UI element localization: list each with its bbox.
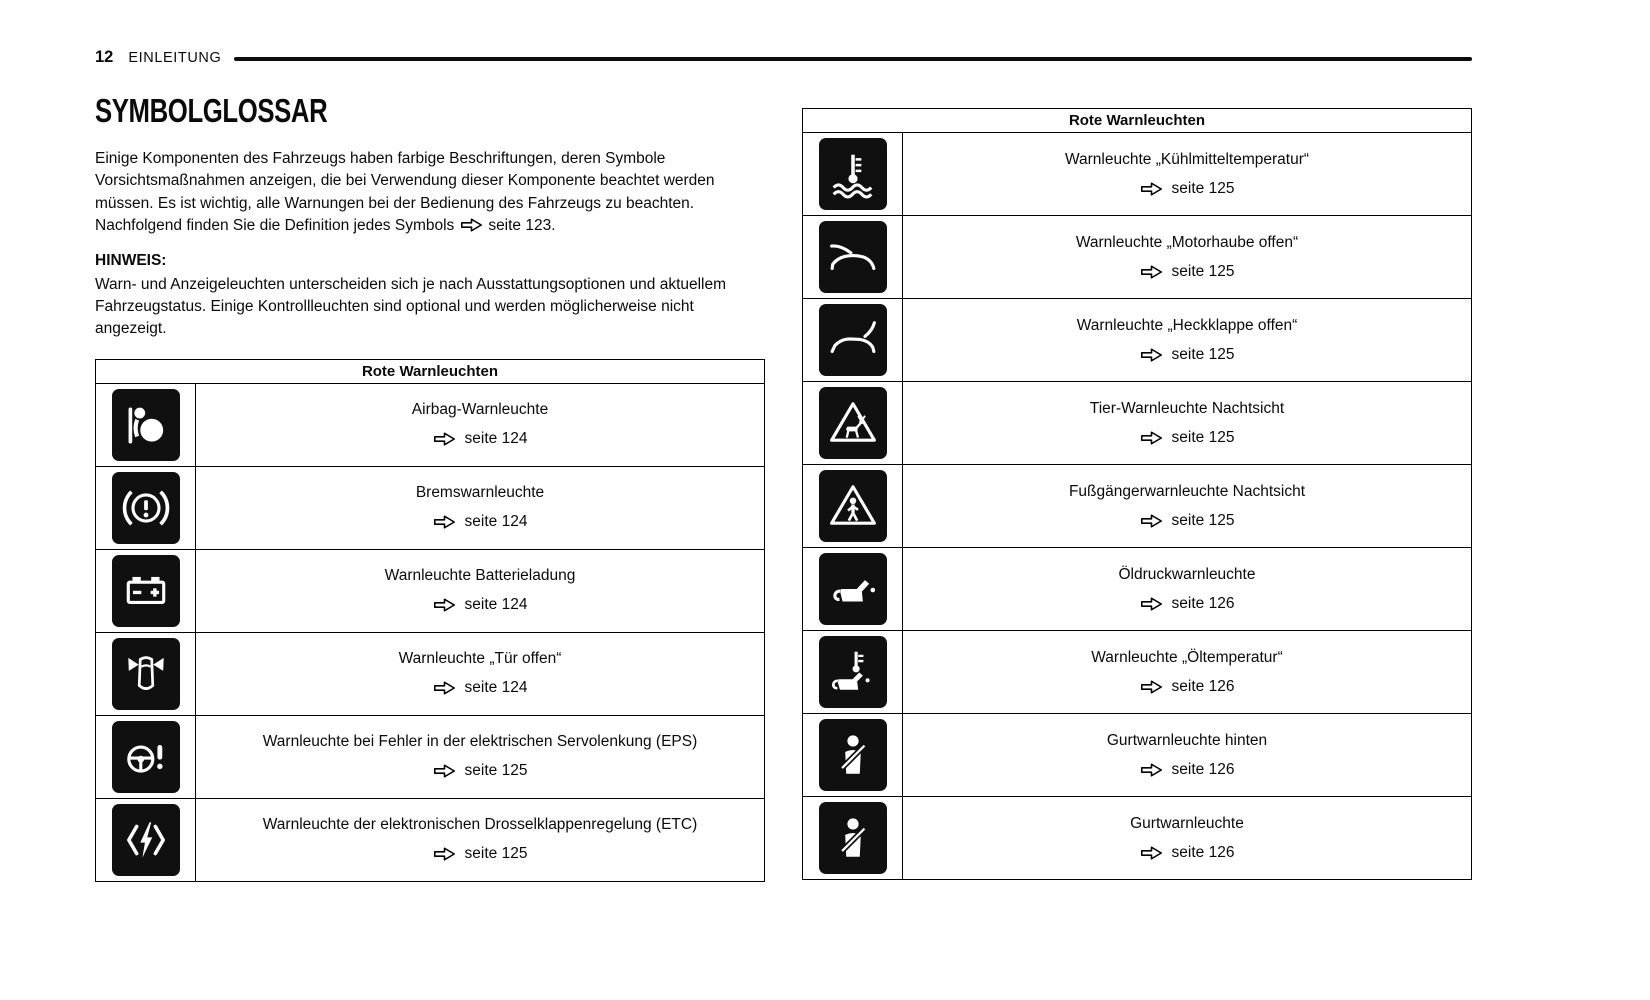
- table-title: Rote Warnleuchten: [361, 362, 499, 380]
- warning-light-label: Warnleuchte „Tür offen“: [398, 650, 562, 668]
- table-row: [803, 381, 1471, 464]
- table-row: [803, 713, 1471, 796]
- page-reference: [1140, 512, 1235, 530]
- electronic-throttle-warning-icon: [112, 804, 180, 876]
- warning-light-label: Warnleuchte „Heckklappe offen“: [1076, 316, 1298, 334]
- table-row: [96, 466, 764, 549]
- reference-page-text: seite 125: [464, 762, 528, 780]
- warning-light-label: Warnleuchte „Kühlmitteltemperatur“: [1064, 150, 1310, 168]
- reference-page-text: seite 125: [1171, 179, 1235, 197]
- brake-warning-icon: [112, 472, 180, 544]
- reference-arrow-icon: [433, 846, 456, 862]
- icon-cell: [803, 465, 903, 547]
- reference-arrow-icon: [1140, 679, 1163, 695]
- description-cell: [196, 633, 764, 715]
- seatbelt-warning-icon: [819, 802, 887, 874]
- reference-arrow-icon: [433, 597, 456, 613]
- section-title: EINLEITUNG: [128, 49, 222, 66]
- power-steering-warning-icon: [112, 721, 180, 793]
- icon-cell: [803, 714, 903, 796]
- icon-cell: [803, 299, 903, 381]
- intro-text: Einige Komponenten des Fahrzeugs haben farbige Beschriftungen, deren Symbole Vorsichtsmaßnahmen anzeigen, die bei Verwendung dieser Komponente beachtet werden müssen. Es ist wichtig, alle Warnungen bei der Bedienung des Fahrzeugs zu beachten. Nachfolgend finden Sie die Definition jedes Symbols: [95, 150, 715, 235]
- warning-light-label: Warnleuchte „Öltemperatur“: [1091, 648, 1283, 666]
- table-row: [803, 547, 1471, 630]
- warning-light-label: Airbag-Warnleuchte: [411, 401, 549, 419]
- page-title: SYMBOLGLOSSAR: [95, 92, 328, 129]
- intro-page-reference: seite 123.: [488, 217, 556, 235]
- warning-light-label: Warnleuchte „Motorhaube offen“: [1075, 233, 1299, 251]
- warning-light-label: Warnleuchte Batterieladung: [384, 567, 576, 585]
- page-reference: [433, 845, 528, 863]
- description-cell: [903, 133, 1471, 215]
- page-reference: [1140, 761, 1235, 779]
- page-reference: [1140, 678, 1235, 696]
- warning-light-label: Öldruckwarnleuchte: [1118, 565, 1256, 583]
- page-reference: [1140, 263, 1235, 281]
- page-reference: [433, 513, 528, 531]
- red-warning-lights-table-right: [802, 108, 1472, 880]
- page-reference: [1140, 429, 1235, 447]
- description-cell: [903, 299, 1471, 381]
- icon-cell: [96, 384, 196, 466]
- reference-page-text: seite 125: [464, 845, 528, 863]
- icon-cell: [96, 550, 196, 632]
- tailgate-open-warning-icon: [819, 304, 887, 376]
- reference-arrow-icon: [433, 514, 456, 530]
- reference-arrow-icon: [1140, 762, 1163, 778]
- table-row: [96, 798, 764, 881]
- page-reference: [433, 762, 528, 780]
- door-open-warning-icon: [112, 638, 180, 710]
- reference-page-text: seite 126: [1171, 594, 1235, 612]
- warning-light-label: Warnleuchte der elektronischen Drosselklappenregelung (ETC): [262, 816, 698, 834]
- table-row: [803, 464, 1471, 547]
- reference-page-text: seite 126: [1171, 760, 1235, 778]
- description-cell: [903, 797, 1471, 879]
- page-reference: [1140, 180, 1235, 198]
- warning-light-label: Gurtwarnleuchte hinten: [1106, 731, 1268, 749]
- description-cell: [903, 548, 1471, 630]
- pedestrian-night-vision-warning-icon: [819, 470, 887, 542]
- description-cell: [196, 716, 764, 798]
- description-cell: [903, 631, 1471, 713]
- reference-arrow-icon: [1140, 264, 1163, 280]
- reference-page-text: seite 124: [464, 430, 528, 448]
- reference-arrow-icon: [460, 217, 483, 233]
- table-row: [803, 630, 1471, 713]
- coolant-temperature-warning-icon: [819, 138, 887, 210]
- table-row: [96, 383, 764, 466]
- description-cell: [196, 799, 764, 881]
- page-header: [95, 48, 1472, 67]
- oil-temperature-warning-icon: [819, 636, 887, 708]
- table-row: [803, 298, 1471, 381]
- page-reference: [1140, 844, 1235, 862]
- reference-page-text: seite 126: [1171, 677, 1235, 695]
- reference-page-text: seite 126: [1171, 843, 1235, 861]
- reference-page-text: seite 125: [1171, 511, 1235, 529]
- table-title: Rote Warnleuchten: [1068, 112, 1206, 129]
- reference-arrow-icon: [1140, 596, 1163, 612]
- warning-light-label: Bremswarnleuchte: [415, 484, 545, 502]
- reference-page-text: seite 124: [464, 679, 528, 697]
- battery-charge-warning-icon: [112, 555, 180, 627]
- reference-arrow-icon: [1140, 845, 1163, 861]
- table-row: [803, 796, 1471, 879]
- warning-light-label: Gurtwarnleuchte: [1130, 814, 1244, 832]
- table-row: [96, 549, 764, 632]
- icon-cell: [803, 631, 903, 713]
- table-row: [96, 715, 764, 798]
- page-reference: [433, 679, 528, 697]
- description-cell: [903, 382, 1471, 464]
- reference-page-text: seite 125: [1171, 345, 1235, 363]
- hood-open-warning-icon: [819, 221, 887, 293]
- reference-page-text: seite 125: [1171, 262, 1235, 280]
- table-row: [803, 215, 1471, 298]
- warning-light-label: Fußgängerwarnleuchte Nachtsicht: [1068, 482, 1306, 500]
- icon-cell: [96, 799, 196, 881]
- icon-cell: [96, 716, 196, 798]
- reference-arrow-icon: [1140, 513, 1163, 529]
- icon-cell: [803, 382, 903, 464]
- red-warning-lights-table-left: [95, 359, 765, 882]
- reference-arrow-icon: [433, 680, 456, 696]
- reference-arrow-icon: [433, 431, 456, 447]
- intro-paragraph: [95, 148, 765, 238]
- warning-light-label: Tier-Warnleuchte Nachtsicht: [1089, 399, 1285, 417]
- description-cell: [196, 550, 764, 632]
- warning-light-label: Warnleuchte bei Fehler in der elektrischen Servolenkung (EPS): [262, 733, 698, 751]
- airbag-warning-icon: [112, 389, 180, 461]
- icon-cell: [803, 133, 903, 215]
- table-row: [96, 632, 764, 715]
- page-reference: [433, 430, 528, 448]
- right-column: [802, 108, 1472, 880]
- icon-cell: [803, 797, 903, 879]
- description-cell: [903, 465, 1471, 547]
- seatbelt-rear-warning-icon: [819, 719, 887, 791]
- reference-page-text: seite 125: [1171, 428, 1235, 446]
- page-reference: [433, 596, 528, 614]
- description-cell: [903, 216, 1471, 298]
- reference-arrow-icon: [1140, 181, 1163, 197]
- reference-arrow-icon: [1140, 347, 1163, 363]
- animal-night-vision-warning-icon: [819, 387, 887, 459]
- header-rule: [234, 57, 1472, 61]
- left-column: [95, 92, 765, 882]
- reference-arrow-icon: [1140, 430, 1163, 446]
- description-cell: [903, 714, 1471, 796]
- note-label: HINWEIS:: [95, 251, 167, 269]
- note-text: Warn- und Anzeigeleuchten unterscheiden sich je nach Ausstattungsoptionen und aktuellem Fahrzeugstatus. Einige Kontrollleuchten sind optional und werden möglicherweise nicht angezeigt.: [95, 275, 727, 338]
- reference-arrow-icon: [433, 763, 456, 779]
- icon-cell: [96, 633, 196, 715]
- icon-cell: [803, 216, 903, 298]
- reference-page-text: seite 124: [464, 513, 528, 531]
- description-cell: [196, 384, 764, 466]
- table-row: [803, 132, 1471, 215]
- oil-pressure-warning-icon: [819, 553, 887, 625]
- page-number: 12: [95, 48, 114, 66]
- icon-cell: [803, 548, 903, 630]
- description-cell: [196, 467, 764, 549]
- icon-cell: [96, 467, 196, 549]
- page-reference: [1140, 595, 1235, 613]
- page-reference: [1140, 346, 1235, 364]
- reference-page-text: seite 124: [464, 596, 528, 614]
